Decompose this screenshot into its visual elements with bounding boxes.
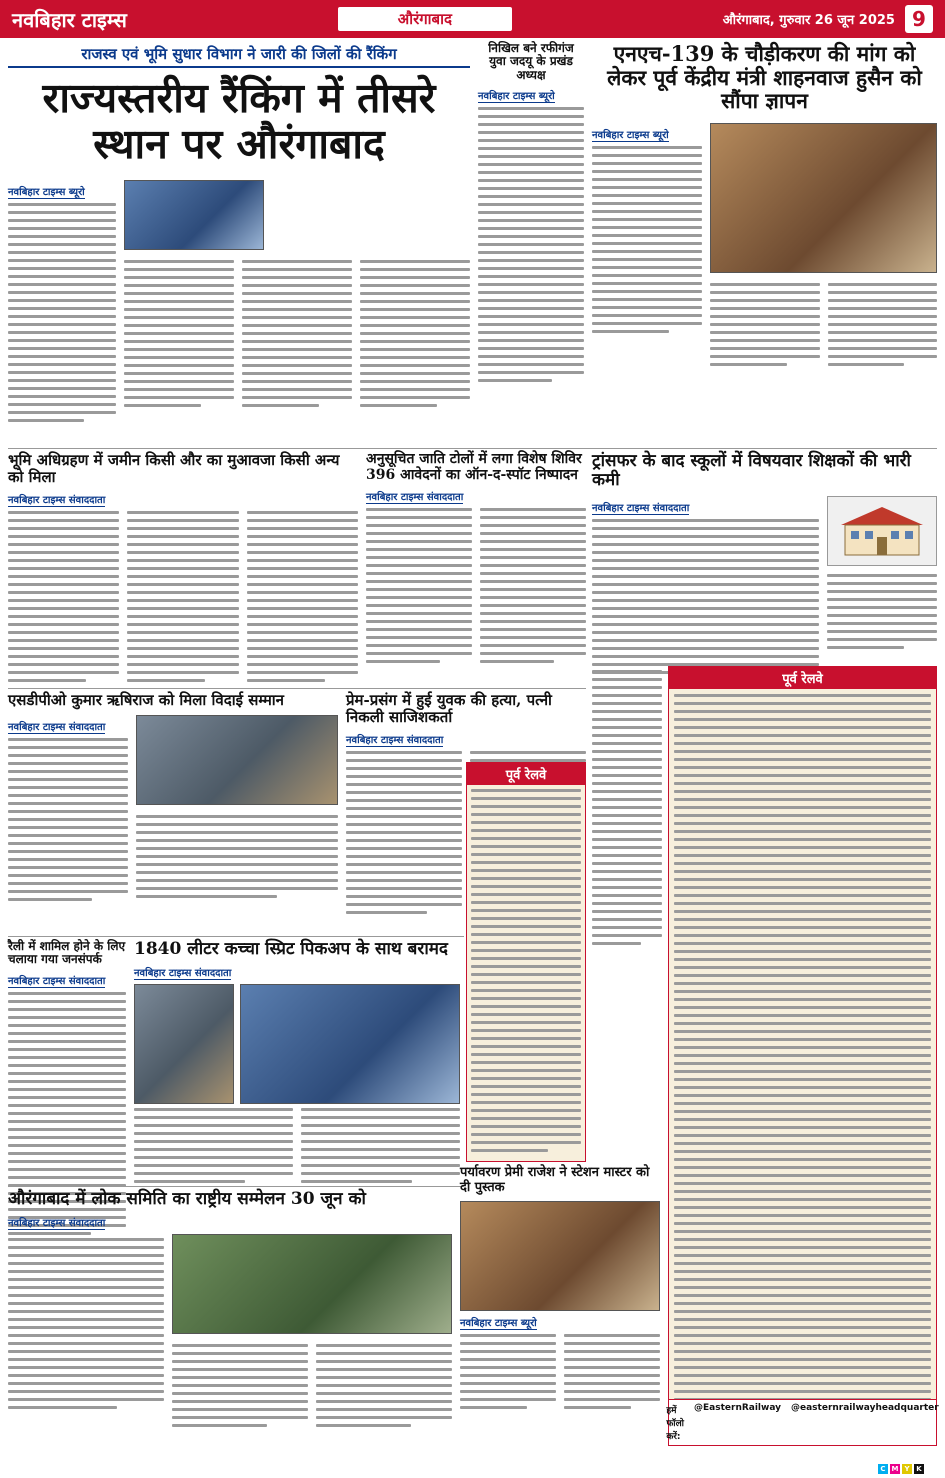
teachers-continued	[592, 666, 662, 966]
byline: नवबिहार टाइम्स संवाददाता	[346, 732, 443, 747]
byline: नवबिहार टाइम्स संवाददाता	[8, 973, 105, 988]
book-handover-photo	[460, 1201, 660, 1311]
tender-text	[669, 689, 936, 1414]
twitter-handle[interactable]: @EasternRailway	[694, 1403, 781, 1413]
memorandum-photo	[710, 123, 937, 273]
body-text	[366, 504, 586, 663]
byline: नवबिहार टाइम्स संवाददाता	[8, 1215, 105, 1230]
story-headline: भूमि अधिग्रहण में जमीन किसी और का मुआवजा किसी अन्य को मिला	[8, 451, 340, 486]
story-land	[8, 452, 358, 682]
byline: नवबिहार टाइम्स संवाददाता	[8, 719, 105, 734]
story-headline: एसडीपीओ कुमार ऋषिराज को मिला विदाई सम्मान	[8, 691, 284, 709]
story-kicker: राजस्व एवं भूमि सुधार विभाग ने जारी की जिलों की रैंकिंग	[8, 42, 470, 68]
byline: नवबिहार टाइम्स ब्यूरो	[460, 1315, 537, 1330]
railway-tender-notice-small	[466, 762, 586, 1162]
seized-drums-photo	[240, 984, 460, 1104]
body-text	[827, 570, 937, 674]
story-headline: निखिल बने रफीगंज युवा जदयू के प्रखंड अध्यक्ष	[488, 41, 574, 82]
farewell-photo	[136, 715, 338, 805]
tender-text	[467, 785, 585, 1156]
body-text	[460, 1330, 660, 1409]
official-photo	[124, 180, 264, 250]
story-headline: प्रेम-प्रसंग में हुई युवक की हत्या, पत्नी निकली साजिशकर्ता	[346, 691, 552, 726]
story-youth-jdu	[478, 42, 584, 442]
body-text	[592, 666, 662, 945]
byline: नवबिहार टाइम्स ब्यूरो	[592, 127, 669, 142]
follow-label: हमें फॉलो करें:	[666, 1406, 685, 1442]
story-env	[460, 1166, 660, 1462]
body-text	[8, 199, 116, 422]
body-text	[592, 515, 819, 674]
body-text	[124, 256, 470, 422]
story-nh139	[592, 42, 937, 442]
body-text	[8, 1234, 164, 1427]
byline: नवबिहार टाइम्स संवाददाता	[134, 965, 231, 980]
paper-name: नवबिहार टाइम्स	[12, 7, 127, 32]
school-icon	[837, 503, 927, 559]
story-headline: एनएच-139 के चौड़ीकरण की मांग को लेकर पूर्व केंद्रीय मंत्री शाहनवाज हुसैन को सौंपा ज्ञापन	[607, 41, 922, 114]
pickup-photo	[134, 984, 234, 1104]
story-sdpo	[8, 692, 338, 932]
story-lok-samiti	[8, 1190, 452, 1462]
body-text	[8, 507, 358, 682]
body-text	[8, 734, 128, 901]
body-text	[136, 811, 338, 901]
body-text	[172, 1340, 452, 1427]
story-headline: 1840 लीटर कच्चा स्प्रिट पिकअप के साथ बरामद	[134, 939, 448, 959]
byline: नवबिहार टाइम्स संवाददाता	[8, 492, 105, 507]
byline: नवबिहार टाइम्स ब्यूरो	[8, 184, 85, 199]
page-number: 9	[905, 5, 933, 33]
story-headline: अनुसूचित जाति टोलों में लगा विशेष शिविर 396 आवेदनों का ऑन-द-स्पॉट निष्पादन	[366, 451, 582, 483]
story-headline: रैली में शामिल होने के लिए चलाया गया जनसंपर्क	[8, 939, 126, 967]
railway-tender-notice	[668, 666, 937, 1446]
byline: नवबिहार टाइम्स संवाददाता	[366, 489, 463, 504]
story-ranking	[8, 42, 470, 442]
issue-date: औरंगाबाद, गुरुवार 26 जून 2025	[722, 13, 895, 28]
school-building-illustration	[827, 496, 937, 566]
body-text	[592, 142, 702, 333]
story-headline: ट्रांसफर के बाद स्कूलों में विषयवार शिक्षकों की भारी कमी	[592, 451, 911, 491]
facebook-handle[interactable]: @easternrailwayheadquarter	[791, 1403, 939, 1413]
meeting-photo	[172, 1234, 452, 1334]
cmyk-registration-marks: C M Y K	[878, 1464, 924, 1474]
byline: नवबिहार टाइम्स ब्यूरो	[478, 88, 555, 103]
railway-footer	[666, 1399, 939, 1445]
body-text	[710, 279, 937, 366]
byline: नवबिहार टाइम्स संवाददाता	[592, 500, 689, 515]
city-label: औरंगाबाद	[338, 7, 512, 31]
story-sc-camp	[366, 452, 586, 682]
railway-header: पूर्व रेलवे	[467, 763, 585, 785]
story-headline: औरंगाबाद में लोक समिति का राष्ट्रीय सम्मेलन 30 जून को	[8, 1189, 366, 1209]
story-headline: पर्यावरण प्रेमी राजेश ने स्टेशन मास्टर को दी पुस्तक	[460, 1165, 650, 1195]
body-text	[134, 1104, 460, 1183]
story-headline: राज्यस्तरीय रैंकिंग में तीसरे स्थान पर औरंगाबाद	[42, 74, 436, 168]
story-teachers	[592, 452, 937, 662]
body-text	[478, 103, 584, 382]
railway-header: पूर्व रेलवे	[669, 667, 936, 689]
masthead	[0, 0, 945, 38]
